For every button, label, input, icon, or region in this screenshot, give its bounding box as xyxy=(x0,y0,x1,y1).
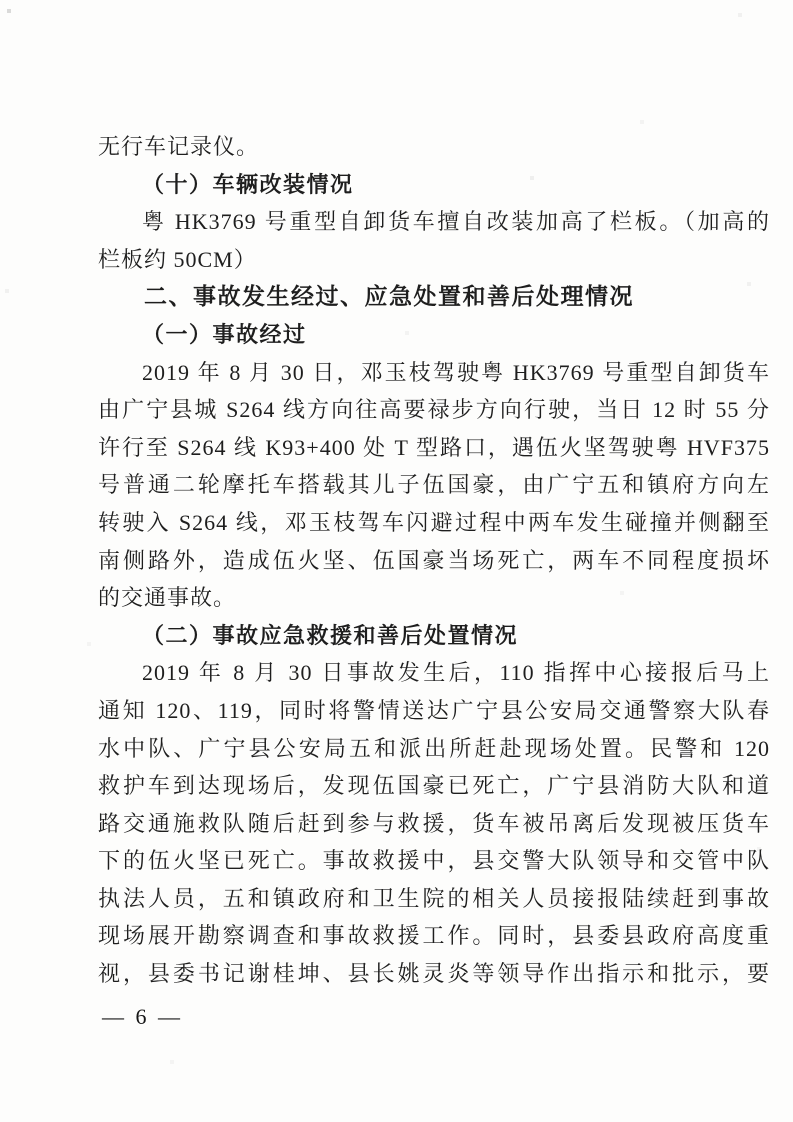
body-line: 通知 120、119，同时将警情送达广宁县公安局交通警察大队春 xyxy=(98,697,770,723)
page-number: — 6 — xyxy=(102,1004,183,1029)
body-line: 号普通二轮摩托车搭载其儿子伍国豪，由广宁五和镇府方向左 xyxy=(98,472,770,498)
heading-line: （二）事故应急救援和善后处置情况 xyxy=(142,622,519,648)
body-line: 路交通施救队随后赶到参与救援，货车被吊离后发现被压货车 xyxy=(98,810,770,836)
body-line: 南侧路外，造成伍火坚、伍国豪当场死亡，两车不同程度损坏 xyxy=(98,547,770,573)
body-line: 转驶入 S264 线，邓玉枝驾车闪避过程中两车发生碰撞并侧翻至 xyxy=(98,509,770,535)
body-line: 2019 年 8 月 30 日，邓玉枝驾驶粤 HK3769 号重型自卸货车 xyxy=(142,359,770,385)
body-line: 救护车到达现场后，发现伍国豪已死亡，广宁县消防大队和道 xyxy=(98,773,770,799)
body-line: 栏板约 50CM） xyxy=(98,246,257,272)
document-body xyxy=(98,128,770,993)
body-line: 的交通事故。 xyxy=(98,585,237,611)
body-line: 执法人员，五和镇政府和卫生院的相关人员接报陆续赶到事故 xyxy=(98,885,770,911)
body-line: 无行车记录仪。 xyxy=(98,134,260,159)
body-line: 现场展开勘察调查和事故救援工作。同时，县委县政府高度重 xyxy=(98,923,770,949)
body-line: 视，县委书记谢桂坤、县长姚灵炎等领导作出指示和批示，要 xyxy=(98,961,770,987)
heading-line: （一）事故经过 xyxy=(142,321,307,347)
scan-noise xyxy=(0,0,2,2)
body-line: 粤 HK3769 号重型自卸货车擅自改装加高了栏板。（加高的 xyxy=(142,209,770,235)
body-line: 许行至 S264 线 K93+400 处 T 型路口，遇伍火坚驾驶粤 HVF375 xyxy=(98,434,770,460)
body-line: 2019 年 8 月 30 日事故发生后，110 指挥中心接报后马上 xyxy=(142,660,770,686)
heading-line: （十）车辆改装情况 xyxy=(142,171,354,197)
body-line: 下的伍火坚已死亡。事故救援中，县交警大队领导和交管中队 xyxy=(98,848,770,874)
body-line: 由广宁县城 S264 线方向往高要禄步方向行驶，当日 12 时 55 分 xyxy=(98,397,770,423)
body-line: 水中队、广宁县公安局五和派出所赶赴现场处置。民警和 120 xyxy=(98,735,770,761)
heading-line: 二、事故发生经过、应急处置和善后处理情况 xyxy=(144,283,634,310)
